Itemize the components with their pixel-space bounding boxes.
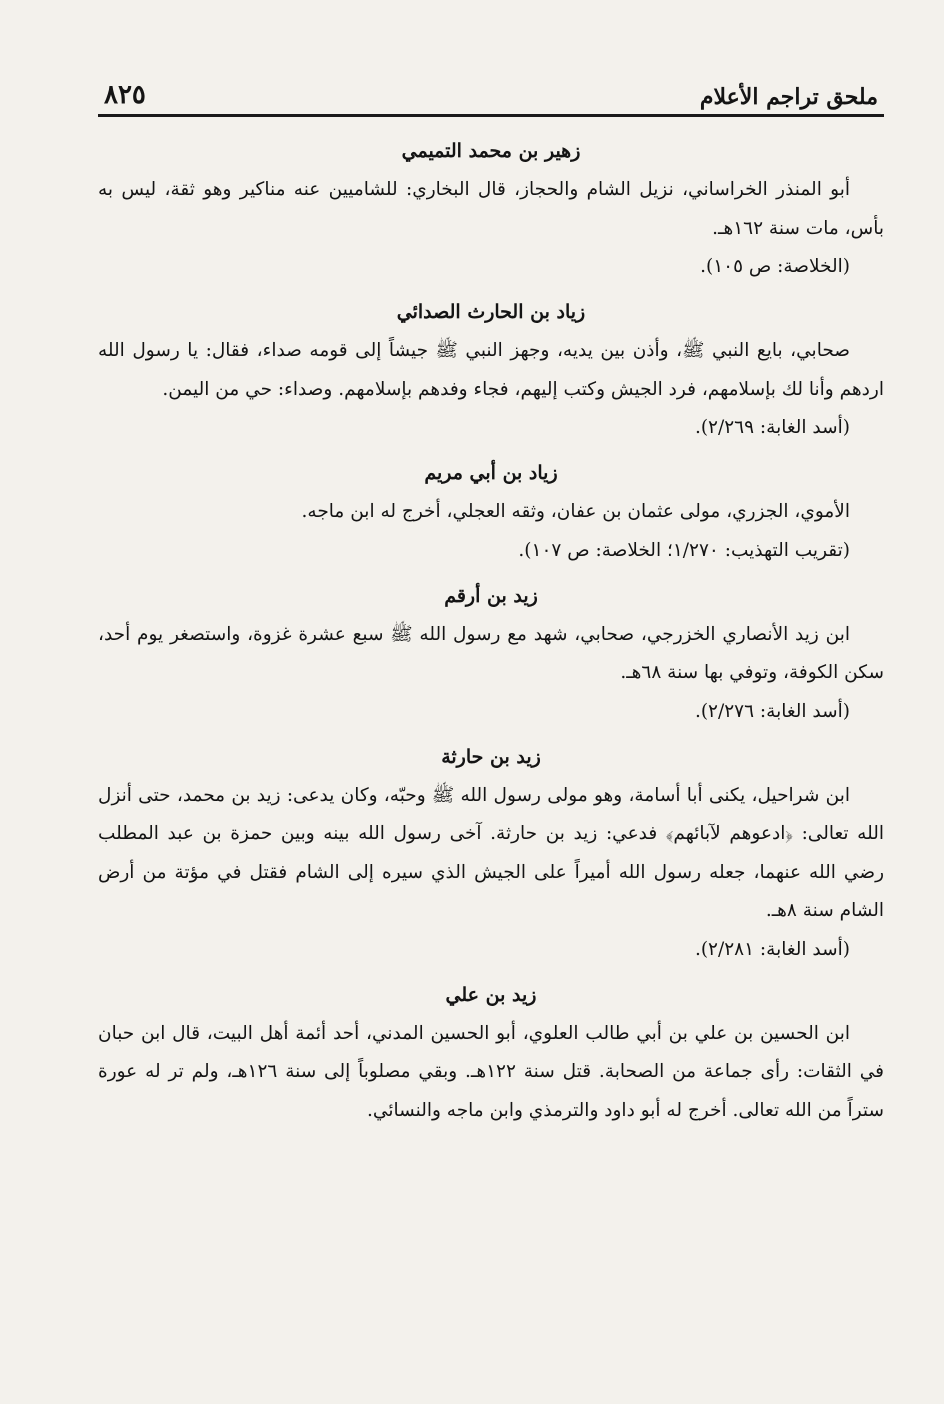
biography-entry xyxy=(98,578,884,731)
entry-text: الأموي، الجزري، مولى عثمان بن عفان، وثقه العجلي، أخرج له ابن ماجه. xyxy=(301,501,850,522)
entry-text: ابن الحسين بن علي بن أبي طالب العلوي، أبو الحسين المدني، أحد أئمة أهل البيت، قال ابن حبان في الثقات: رأى جماعة من الصحابة. قتل سنة ١٢٢هـ. وبقي مصلوباً إلى سنة ١٢٦هـ، ولم تر له عورة ستراً من الله تعالى. أخرج له أبو داود والترمذي وابن ماجه والنسائي. xyxy=(98,1022,884,1121)
entry-source: (أسد الغابة: ٢/٢٧٦). xyxy=(694,700,850,722)
entry-source: (أسد الغابة: ٢/٢٨١). xyxy=(694,938,850,960)
entry-text: ابن شراحيل، يكنى أبا أسامة، وهو مولى رسول الله ﷺ وحبّه، وكان يدعى: زيد بن محمد، حتى أنزل الله تعالى: ﴿ادعوهم لآبائهم﴾ فدعي: زيد بن حارثة. آخى رسول الله بينه وبين حمزة بن عبد المطلب رضي الله عنهما، جعله رسول الله أميراً على الجيش الذي سيره إلى الشام فقتل في مؤتة من أرض الشام سنة ٨هـ. xyxy=(98,784,884,921)
entry-title: زياد بن أبي مريم xyxy=(424,462,558,484)
biography-entry xyxy=(98,739,884,969)
biography-entry xyxy=(98,133,884,286)
biography-entry xyxy=(98,977,884,1131)
entry-text: ابن زيد الأنصاري الخزرجي، صحابي، شهد مع رسول الله ﷺ سبع عشرة غزوة، واستصغر يوم أحد، سكن الكوفة، وتوفي بها سنة ٦٨هـ. xyxy=(98,623,884,683)
entry-text: أبو المنذر الخراساني، نزيل الشام والحجاز، قال البخاري: للشاميين عنه مناكير وهو ثقة، ليس به بأس، مات سنة ١٦٢هـ. xyxy=(98,179,884,239)
entry-source: (تقريب التهذيب: ١/٢٧٠؛ الخلاصة: ص ١٠٧). xyxy=(518,539,850,561)
entry-source: (الخلاصة: ص ١٠٥). xyxy=(700,256,850,277)
running-title: ملحق تراجم الأعلام xyxy=(699,84,878,110)
entry-text: صحابي، بايع النبي ﷺ، وأذن بين يديه، وجهز النبي ﷺ جيشاً إلى قومه صداء، فقال: يا رسول الله اردهم وأنا لك بإسلامهم، فرد الجيش وكتب إليهم، فجاء وفدهم بإسلامهم. وصداء: حي من اليمن. xyxy=(98,340,884,400)
entry-title: زهير بن محمد التميمي xyxy=(401,140,581,162)
biography-entry xyxy=(98,294,884,447)
biography-entry xyxy=(98,455,884,570)
page-content xyxy=(98,117,884,1130)
entry-title: زياد بن الحارث الصدائي xyxy=(396,301,586,323)
entry-title: زيد بن أرقم xyxy=(444,584,538,607)
entry-title: زيد بن حارثة xyxy=(441,745,541,768)
page-number: ٨٢٥ xyxy=(104,80,146,110)
entry-source: (أسد الغابة: ٢/٢٦٩). xyxy=(694,417,850,438)
page-header xyxy=(98,58,884,117)
entry-title: زيد بن علي xyxy=(445,983,537,1006)
